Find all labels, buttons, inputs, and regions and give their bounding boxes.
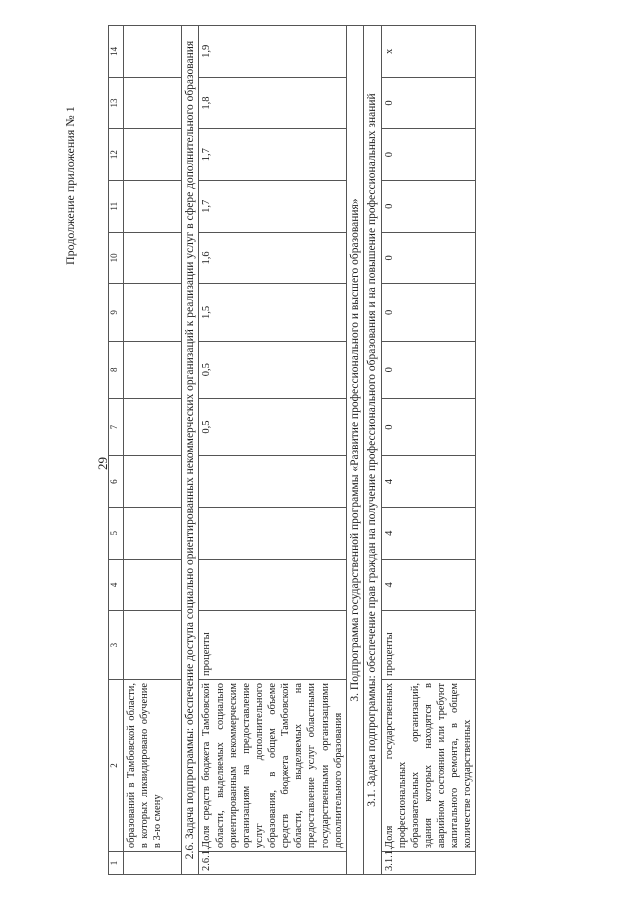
continuation-row bbox=[124, 26, 182, 875]
row-description: образований в Тамбовской области, в которых ликвидировано обучение в 3-ю смену bbox=[124, 679, 182, 851]
section-title: 2.6. Задача подпрограммы: обеспечение доступа социально ориентированных некоммерческих организаций к реализации услуг в сфере дополнительного образования bbox=[182, 26, 199, 875]
value-cell: 0 bbox=[381, 232, 476, 284]
col-number: 6 bbox=[109, 456, 124, 508]
col-number: 14 bbox=[109, 26, 124, 78]
col-number: 12 bbox=[109, 129, 124, 181]
row-description: Доля средств бюджета Тамбовской области, выделяемых социально ориентированным некоммерческим организациям на предоставление услуг дополнительного образования, в общем объеме средств бюджета Тамбовской области, выделяемых на предоставление услуг областными государственными организациями дополнительного образования bbox=[199, 679, 346, 851]
row-code bbox=[124, 852, 182, 875]
value-cell: 1,8 bbox=[199, 77, 346, 129]
section-title: 3.1. Задача подпрограммы: обеспечение прав граждан на получение профессионального образования и на повышение профессиональных знаний bbox=[364, 26, 381, 875]
column-number-row bbox=[109, 26, 124, 875]
value-cell: 1,7 bbox=[199, 180, 346, 232]
col-number: 1 bbox=[109, 852, 124, 875]
value-cell: 0,5 bbox=[199, 398, 346, 455]
value-cell: 0 bbox=[381, 284, 476, 341]
col-number: 3 bbox=[109, 611, 124, 680]
col-number: 4 bbox=[109, 559, 124, 611]
value-cell: 0 bbox=[381, 77, 476, 129]
value-cell: 0 bbox=[381, 398, 476, 455]
page-number: 29 bbox=[95, 457, 110, 470]
value-cell: 4 bbox=[381, 559, 476, 611]
value-cell: 1,6 bbox=[199, 232, 346, 284]
value-cell: 0 bbox=[381, 180, 476, 232]
value-cell: 0,5 bbox=[199, 341, 346, 398]
value-cell: 1,5 bbox=[199, 284, 346, 341]
value-cell: 1,9 bbox=[199, 26, 346, 78]
col-number: 11 bbox=[109, 180, 124, 232]
value-cell: 0 bbox=[381, 129, 476, 181]
value-cell: 4 bbox=[381, 507, 476, 559]
appendix-note: Продолжение приложения № 1 bbox=[63, 106, 77, 265]
value-cell: х bbox=[381, 26, 476, 78]
row-code: 2.6.1. bbox=[199, 852, 346, 875]
value-cell bbox=[199, 559, 346, 611]
col-number: 9 bbox=[109, 284, 124, 341]
value-cell: 1,7 bbox=[199, 129, 346, 181]
row-unit: проценты bbox=[381, 611, 476, 680]
indicators-table bbox=[108, 25, 476, 875]
section-title: 3. Подпрограмма государственной программы «Развитие профессионального и высшего образования» bbox=[346, 26, 363, 875]
value-cell: 0 bbox=[381, 341, 476, 398]
value-cell bbox=[199, 507, 346, 559]
section-row bbox=[346, 26, 363, 875]
table-row bbox=[381, 26, 476, 875]
col-number: 13 bbox=[109, 77, 124, 129]
value-cell bbox=[199, 456, 346, 508]
col-number: 8 bbox=[109, 341, 124, 398]
value-cell: 4 bbox=[381, 456, 476, 508]
row-description: Доля государственных профессиональных образовательных организаций, здания которых находятся в аварийном состоянии или требуют капитального ремонта, в общем количестве государственных bbox=[381, 679, 476, 851]
col-number: 7 bbox=[109, 398, 124, 455]
col-number: 2 bbox=[109, 679, 124, 851]
row-unit: проценты bbox=[199, 611, 346, 680]
table-row bbox=[199, 26, 346, 875]
row-code: 3.1.1. bbox=[381, 852, 476, 875]
col-number: 5 bbox=[109, 507, 124, 559]
col-number: 10 bbox=[109, 232, 124, 284]
section-row bbox=[364, 26, 381, 875]
section-row bbox=[182, 26, 199, 875]
